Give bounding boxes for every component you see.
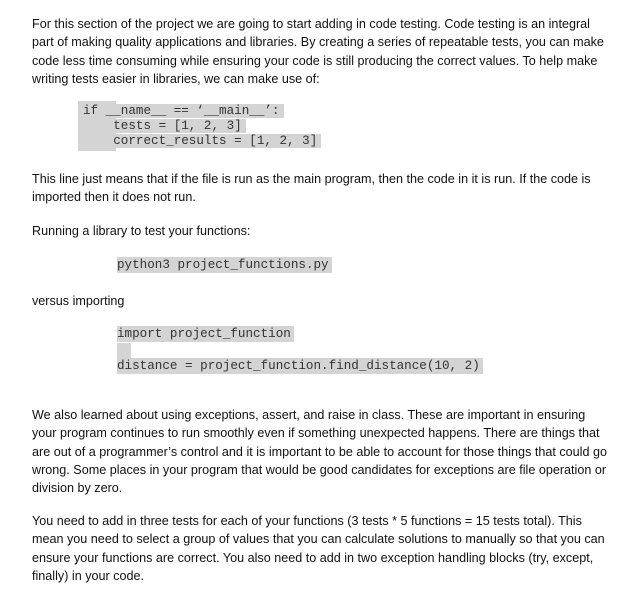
distance-line-code: distance = project_function.find_distance(10, 2)	[117, 357, 483, 375]
intro-paragraph: For this section of the project we are going to start adding in code testing. Code testing is an integral part of making quality applications and libraries. By creating a series of repeatable tests, you can make code less time consuming while ensuring your code is still producing the correct values. To help make writing tests easier in libraries, we can make use of:	[32, 17, 604, 86]
code-line-tests: tests = [1, 2, 3]	[83, 119, 246, 134]
code-line-correct-results: correct_results = [1, 2, 3]	[83, 134, 321, 149]
versus-importing-text: versus importing	[32, 294, 125, 308]
exceptions-paragraph: We also learned about using exceptions, assert, and raise in class. These are important in ensuring your program continues to run smoothly even if something unexpected happens. There are things that are out of a programmer’s control and it is important to be able to account for those things that could go wrong. Some places in your program that would be good candidates for exceptions are file operation or division by zero.	[32, 408, 607, 496]
tests-requirement-paragraph: You need to add in three tests for each of your functions (3 tests * 5 functions = 15 tests total). This mean you need to select a group of values that you can calculate solutions to manually so that you can ensure your functions are correct. You also need to add in two exception handling blocks (try, except, finally) in your code.	[32, 514, 605, 583]
import-line-code: import project_function	[117, 325, 294, 343]
run-command-code: python3 project_functions.py	[117, 256, 332, 274]
code-line-if-main: if __name__ == ‘__main__’:	[83, 104, 284, 119]
running-library-heading: Running a library to test your functions:	[32, 224, 251, 238]
main-explanation-paragraph: This line just means that if the file is run as the main program, then the code in it is run. If the code is imported then it does not run.	[32, 172, 591, 205]
